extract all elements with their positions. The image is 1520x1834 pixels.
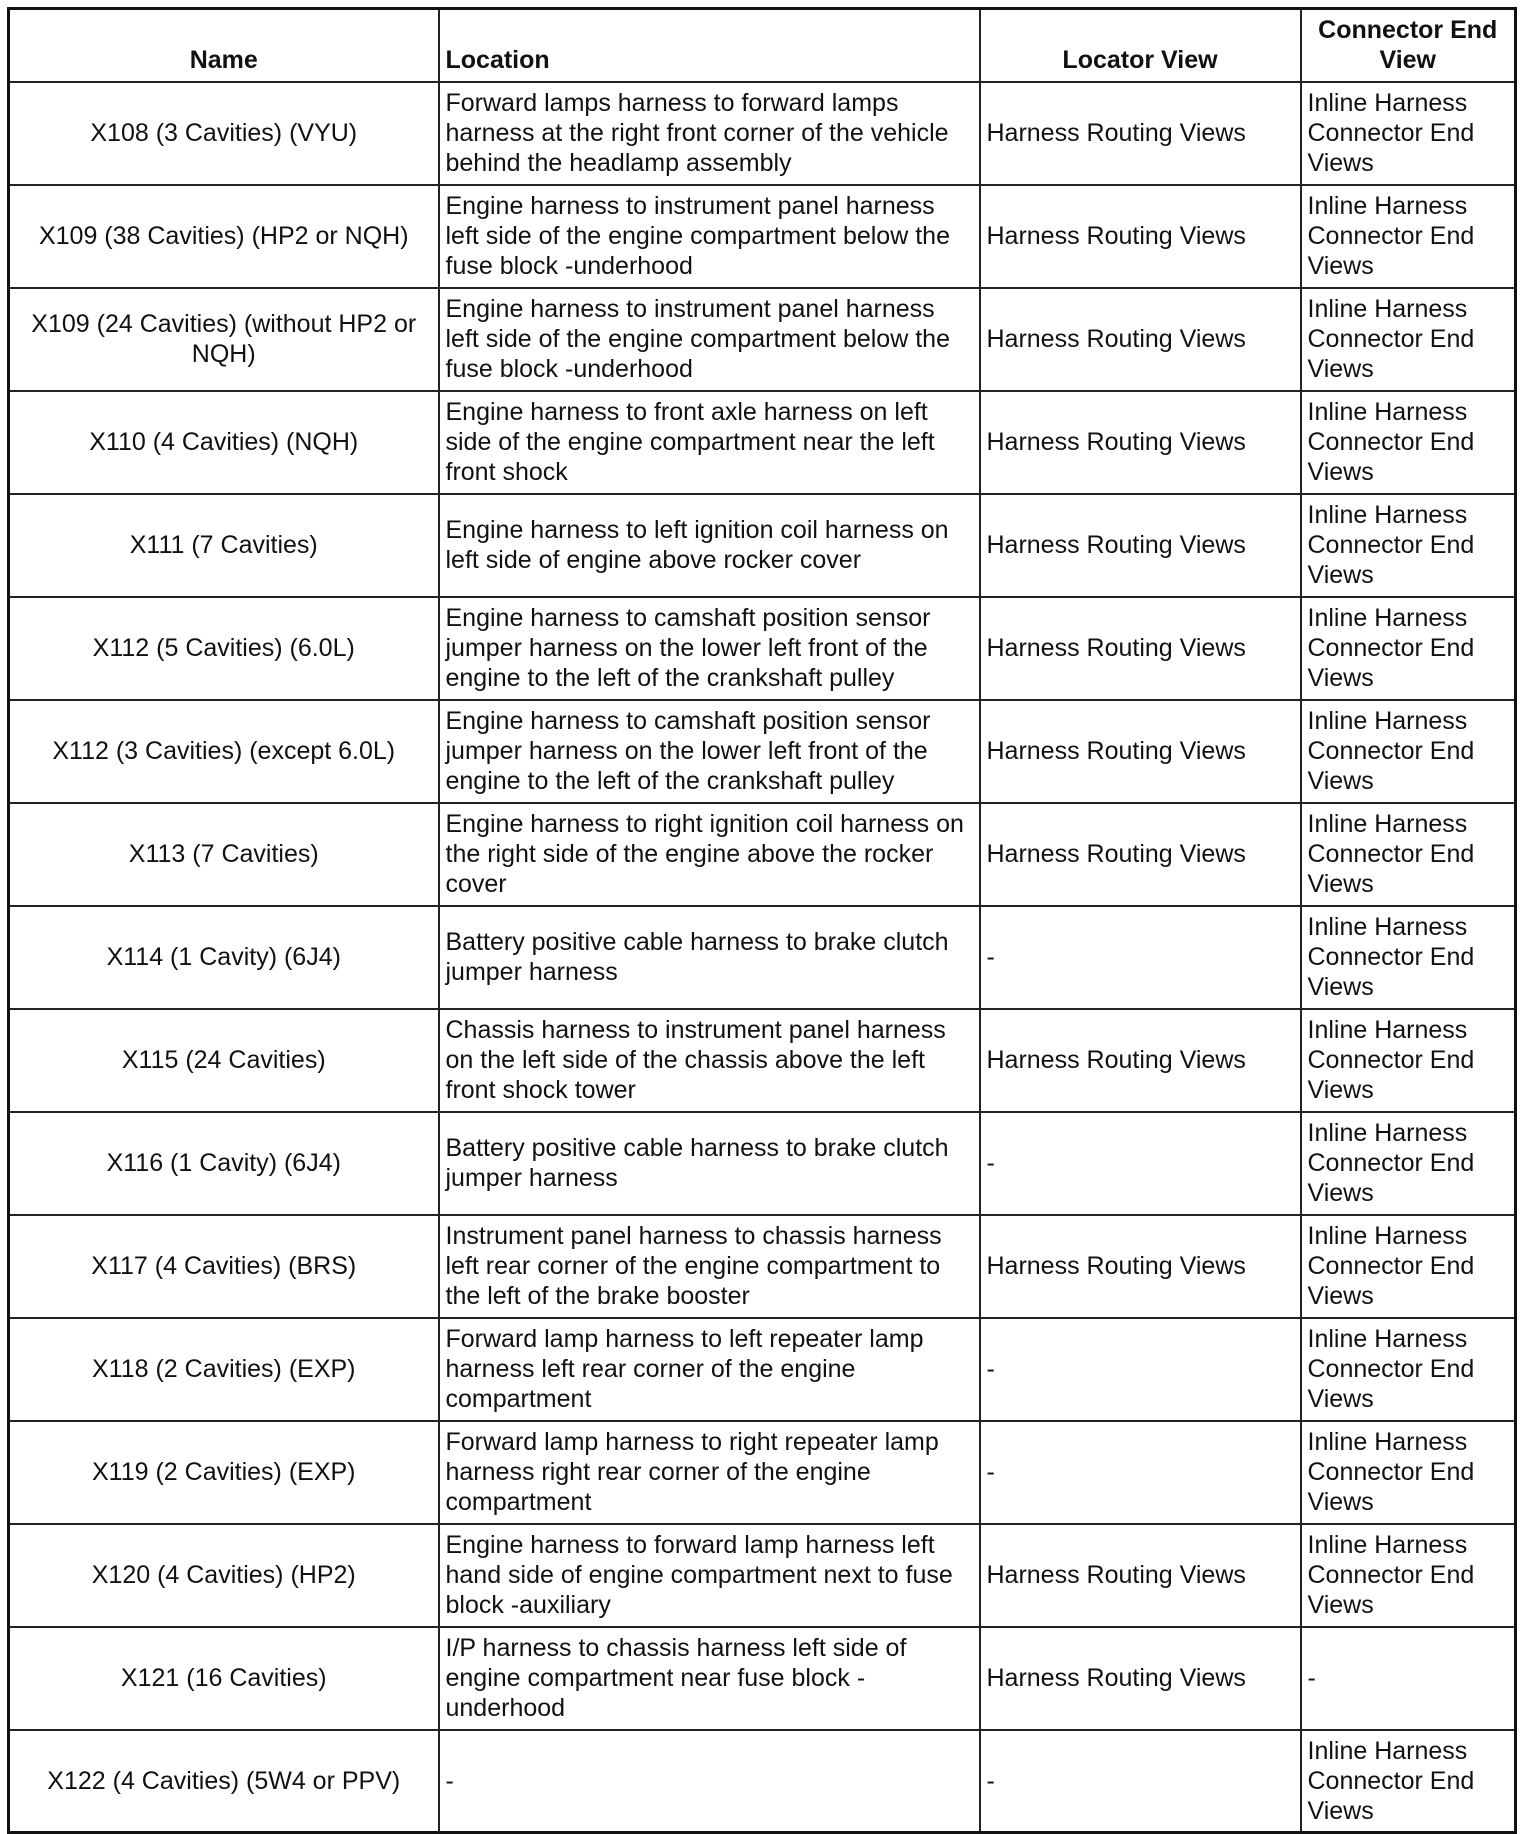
cell-connector-end-view: Inline Harness Connector End Views bbox=[1301, 906, 1516, 1009]
cell-location: I/P harness to chassis harness left side of engine compartment near fuse block -underhood bbox=[439, 1627, 980, 1730]
cell-locator-view: Harness Routing Views bbox=[980, 1215, 1301, 1318]
cell-connector-end-view: - bbox=[1301, 1627, 1516, 1730]
cell-location: - bbox=[439, 1730, 980, 1833]
cell-name: X109 (38 Cavities) (HP2 or NQH) bbox=[9, 185, 439, 288]
cell-locator-view: Harness Routing Views bbox=[980, 288, 1301, 391]
table-row bbox=[9, 1524, 1516, 1627]
connector-table bbox=[7, 7, 1517, 1834]
cell-locator-view: - bbox=[980, 1318, 1301, 1421]
cell-connector-end-view: Inline Harness Connector End Views bbox=[1301, 1421, 1516, 1524]
cell-connector-end-view: Inline Harness Connector End Views bbox=[1301, 185, 1516, 288]
cell-name: X110 (4 Cavities) (NQH) bbox=[9, 391, 439, 494]
cell-name: X122 (4 Cavities) (5W4 or PPV) bbox=[9, 1730, 439, 1833]
cell-locator-view: - bbox=[980, 906, 1301, 1009]
column-header-locator-view: Locator View bbox=[980, 9, 1301, 82]
cell-connector-end-view: Inline Harness Connector End Views bbox=[1301, 597, 1516, 700]
table-row bbox=[9, 1421, 1516, 1524]
cell-name: X112 (3 Cavities) (except 6.0L) bbox=[9, 700, 439, 803]
cell-location: Engine harness to instrument panel harness left side of the engine compartment below the fuse block -underhood bbox=[439, 288, 980, 391]
table-row bbox=[9, 288, 1516, 391]
cell-connector-end-view: Inline Harness Connector End Views bbox=[1301, 391, 1516, 494]
table-body bbox=[9, 82, 1516, 1833]
table-row bbox=[9, 906, 1516, 1009]
cell-location: Engine harness to camshaft position sensor jumper harness on the lower left front of the engine to the left of the crankshaft pulley bbox=[439, 700, 980, 803]
table-row bbox=[9, 1318, 1516, 1421]
table-row bbox=[9, 700, 1516, 803]
cell-location: Forward lamp harness to left repeater lamp harness left rear corner of the engine compartment bbox=[439, 1318, 980, 1421]
cell-location: Forward lamp harness to right repeater lamp harness right rear corner of the engine compartment bbox=[439, 1421, 980, 1524]
cell-name: X112 (5 Cavities) (6.0L) bbox=[9, 597, 439, 700]
cell-locator-view: - bbox=[980, 1112, 1301, 1215]
cell-locator-view: - bbox=[980, 1730, 1301, 1833]
cell-locator-view: Harness Routing Views bbox=[980, 1009, 1301, 1112]
cell-name: X121 (16 Cavities) bbox=[9, 1627, 439, 1730]
table-row bbox=[9, 494, 1516, 597]
cell-connector-end-view: Inline Harness Connector End Views bbox=[1301, 82, 1516, 185]
cell-connector-end-view: Inline Harness Connector End Views bbox=[1301, 494, 1516, 597]
cell-locator-view: Harness Routing Views bbox=[980, 494, 1301, 597]
cell-location: Engine harness to left ignition coil harness on left side of engine above rocker cover bbox=[439, 494, 980, 597]
cell-name: X120 (4 Cavities) (HP2) bbox=[9, 1524, 439, 1627]
table-row bbox=[9, 1730, 1516, 1833]
table-row bbox=[9, 185, 1516, 288]
table-row bbox=[9, 1009, 1516, 1112]
column-header-location: Location bbox=[439, 9, 980, 82]
cell-locator-view: Harness Routing Views bbox=[980, 700, 1301, 803]
cell-locator-view: Harness Routing Views bbox=[980, 1627, 1301, 1730]
cell-name: X108 (3 Cavities) (VYU) bbox=[9, 82, 439, 185]
cell-connector-end-view: Inline Harness Connector End Views bbox=[1301, 288, 1516, 391]
cell-location: Battery positive cable harness to brake clutch jumper harness bbox=[439, 906, 980, 1009]
cell-connector-end-view: Inline Harness Connector End Views bbox=[1301, 700, 1516, 803]
cell-name: X111 (7 Cavities) bbox=[9, 494, 439, 597]
table-row bbox=[9, 1627, 1516, 1730]
header-row bbox=[9, 9, 1516, 82]
cell-connector-end-view: Inline Harness Connector End Views bbox=[1301, 1318, 1516, 1421]
cell-locator-view: - bbox=[980, 1421, 1301, 1524]
cell-locator-view: Harness Routing Views bbox=[980, 597, 1301, 700]
cell-name: X118 (2 Cavities) (EXP) bbox=[9, 1318, 439, 1421]
cell-locator-view: Harness Routing Views bbox=[980, 1524, 1301, 1627]
cell-locator-view: Harness Routing Views bbox=[980, 391, 1301, 494]
cell-connector-end-view: Inline Harness Connector End Views bbox=[1301, 1730, 1516, 1833]
cell-location: Engine harness to front axle harness on left side of the engine compartment near the left front shock bbox=[439, 391, 980, 494]
table-row bbox=[9, 1215, 1516, 1318]
cell-name: X116 (1 Cavity) (6J4) bbox=[9, 1112, 439, 1215]
cell-connector-end-view: Inline Harness Connector End Views bbox=[1301, 1112, 1516, 1215]
cell-location: Engine harness to forward lamp harness left hand side of engine compartment next to fuse block -auxiliary bbox=[439, 1524, 980, 1627]
cell-location: Chassis harness to instrument panel harness on the left side of the chassis above the left front shock tower bbox=[439, 1009, 980, 1112]
cell-location: Engine harness to right ignition coil harness on the right side of the engine above the rocker cover bbox=[439, 803, 980, 906]
cell-name: X114 (1 Cavity) (6J4) bbox=[9, 906, 439, 1009]
cell-location: Forward lamps harness to forward lamps harness at the right front corner of the vehicle behind the headlamp assembly bbox=[439, 82, 980, 185]
cell-location: Engine harness to camshaft position sensor jumper harness on the lower left front of the engine to the left of the crankshaft pulley bbox=[439, 597, 980, 700]
cell-location: Instrument panel harness to chassis harness left rear corner of the engine compartment to the left of the brake booster bbox=[439, 1215, 980, 1318]
table-row bbox=[9, 1112, 1516, 1215]
cell-location: Engine harness to instrument panel harness left side of the engine compartment below the fuse block -underhood bbox=[439, 185, 980, 288]
cell-locator-view: Harness Routing Views bbox=[980, 185, 1301, 288]
cell-name: X109 (24 Cavities) (without HP2 or NQH) bbox=[9, 288, 439, 391]
cell-location: Battery positive cable harness to brake clutch jumper harness bbox=[439, 1112, 980, 1215]
cell-connector-end-view: Inline Harness Connector End Views bbox=[1301, 1009, 1516, 1112]
cell-name: X117 (4 Cavities) (BRS) bbox=[9, 1215, 439, 1318]
cell-connector-end-view: Inline Harness Connector End Views bbox=[1301, 803, 1516, 906]
cell-locator-view: Harness Routing Views bbox=[980, 803, 1301, 906]
cell-connector-end-view: Inline Harness Connector End Views bbox=[1301, 1524, 1516, 1627]
cell-name: X115 (24 Cavities) bbox=[9, 1009, 439, 1112]
cell-locator-view: Harness Routing Views bbox=[980, 82, 1301, 185]
cell-name: X113 (7 Cavities) bbox=[9, 803, 439, 906]
column-header-connector-end-view: Connector End View bbox=[1301, 9, 1516, 82]
table-row bbox=[9, 82, 1516, 185]
table-row bbox=[9, 803, 1516, 906]
column-header-name: Name bbox=[9, 9, 439, 82]
table-row bbox=[9, 597, 1516, 700]
table-row bbox=[9, 391, 1516, 494]
cell-connector-end-view: Inline Harness Connector End Views bbox=[1301, 1215, 1516, 1318]
cell-name: X119 (2 Cavities) (EXP) bbox=[9, 1421, 439, 1524]
